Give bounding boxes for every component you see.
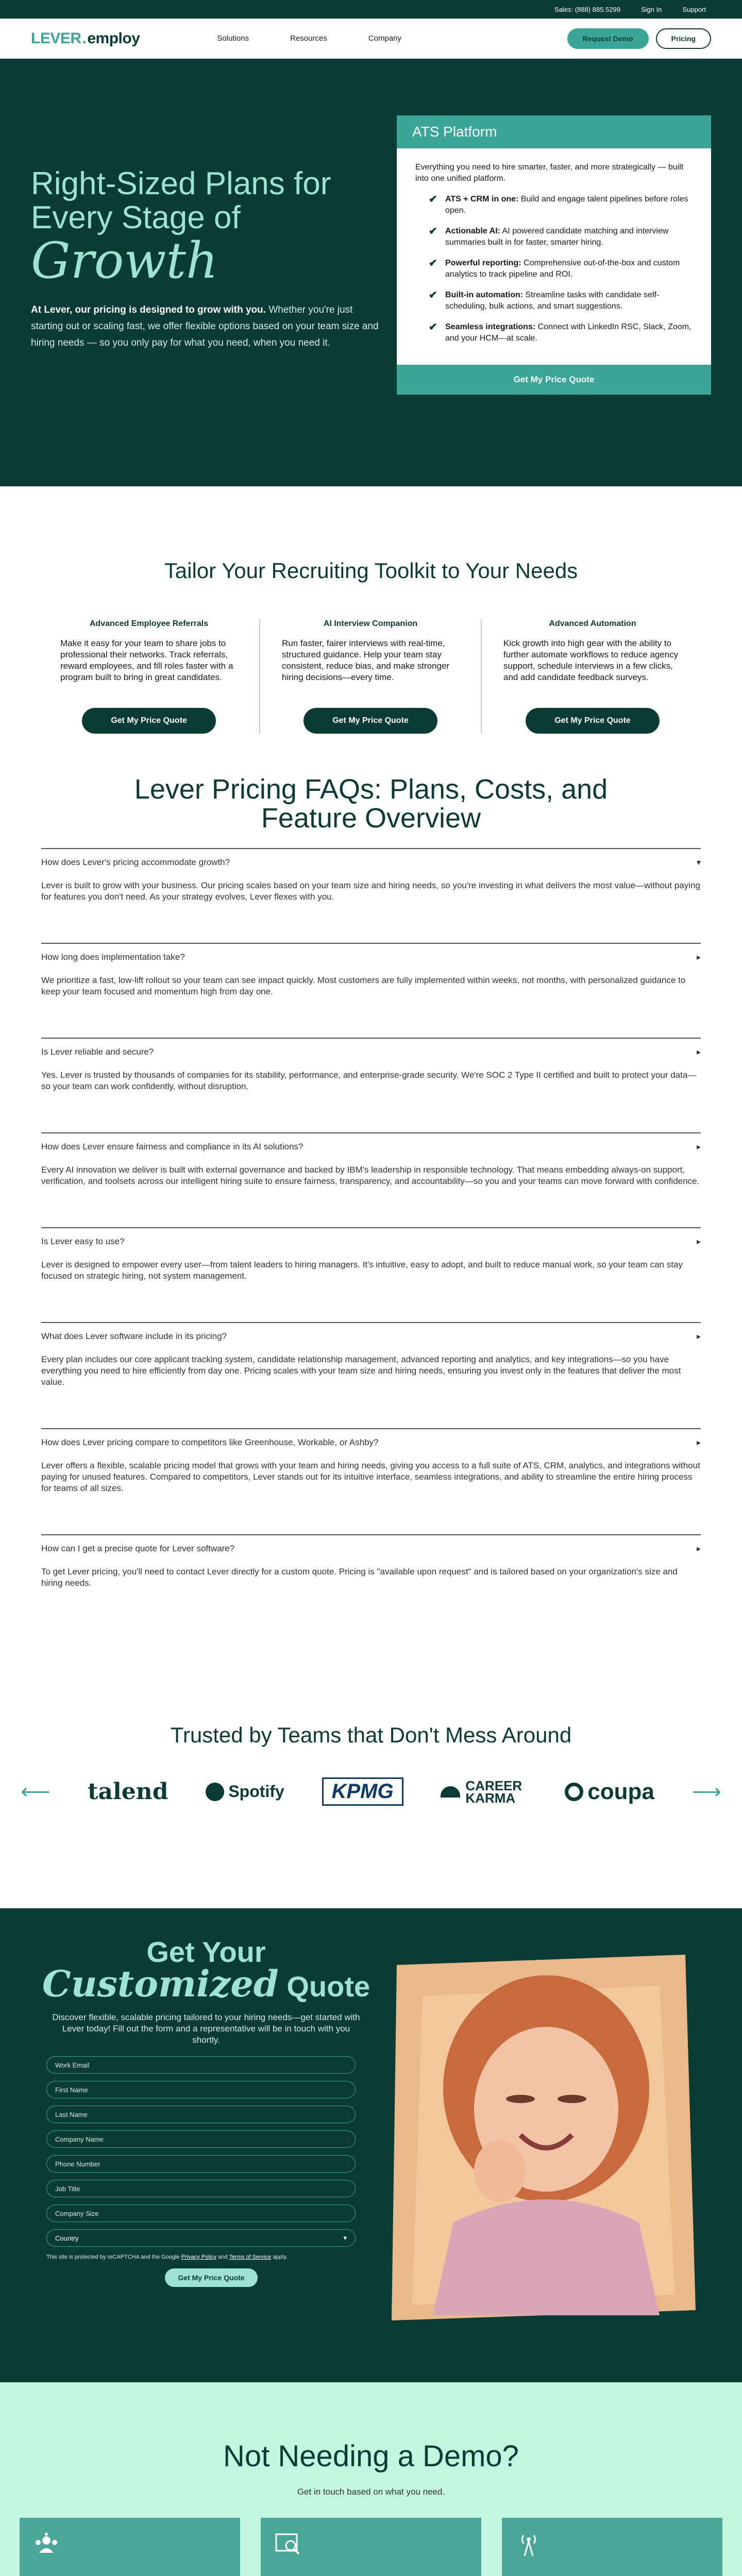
chevron-icon: ▸ — [696, 953, 701, 962]
faq-item — [41, 1132, 701, 1187]
ats-platform-card — [397, 115, 711, 395]
toolkit-col-text: Run faster, fairer interviews with real-time, structured guidance. Help your team stay consistent, reduce bias, and make stronger hiring decisions—every time. — [282, 638, 450, 682]
toolkit-col-title: Advanced Employee Referrals — [89, 619, 209, 628]
toolkit-col-title: Advanced Automation — [549, 619, 636, 628]
ats-feature-item — [415, 290, 693, 312]
general-inquiries-card — [502, 2518, 722, 2576]
price-quote-form — [41, 2056, 371, 2287]
faq-question-text: Is Lever easy to use? — [41, 1236, 125, 1246]
feature-label: Built-in automation: — [445, 291, 524, 299]
feature-label: Powerful reporting: — [445, 259, 521, 267]
utility-bar — [0, 0, 742, 19]
logo-employ-text: employ — [87, 29, 140, 47]
phone-number-field[interactable] — [46, 2155, 356, 2173]
ats-price-quote-button[interactable]: Get My Price Quote — [397, 365, 711, 395]
referrals-price-quote-button[interactable]: Get My Price Quote — [82, 708, 216, 734]
faq-question[interactable] — [41, 1437, 701, 1448]
country-select[interactable] — [46, 2229, 356, 2247]
career-karma-mark-icon — [441, 1786, 460, 1798]
toolkit-col-automation — [482, 619, 703, 734]
trusted-title: Trusted by Teams that Don't Mess Around — [170, 1723, 572, 1747]
recaptcha-text: This site is protected by reCAPTCHA and the Google — [46, 2254, 180, 2260]
hero-title — [31, 166, 381, 290]
toolkit-section — [0, 486, 742, 775]
toolkit-col-text: Make it easy for your team to share jobs to professional their networks. Track referrals, reward employees, and fill roles faster with a program built to bring in great candidates. — [60, 638, 233, 682]
spotify-circle-icon — [206, 1783, 224, 1801]
quote-title-customized: Customized — [42, 1962, 279, 2005]
career-karma-logo — [441, 1777, 527, 1806]
country-select-value: Country — [55, 2234, 79, 2242]
toolkit-col-title: AI Interview Companion — [323, 619, 418, 628]
hero-body — [31, 302, 381, 351]
faq-title: Lever Pricing FAQs: Plans, Costs, and Feature Overview — [134, 774, 608, 834]
chevron-icon: ▾ — [696, 858, 701, 867]
smiling-woman-photo — [392, 1955, 696, 2320]
faq-item — [41, 1322, 701, 1388]
coupa-logo — [565, 1779, 654, 1805]
faq-item — [41, 1428, 701, 1494]
check-icon: ✔ — [429, 194, 437, 205]
feature-label: Actionable AI: — [445, 227, 500, 235]
faq-answer: Yes. Lever is trusted by thousands of companies for its stability, performance, and enterprise-grade security. We're SOC 2 Type II certified and built to protect your data—so your team can work confidently, without disruption. — [41, 1070, 697, 1091]
chevron-icon: ▸ — [696, 1238, 701, 1246]
quote-intro: Discover flexible, scalable pricing tailored to your hiring needs—get started with Lever today! Fill out the form and a representative will be in touch with you shortly. — [52, 2012, 360, 2045]
coupa-text: coupa — [587, 1778, 654, 1804]
request-demo-button[interactable]: Request Demo — [567, 28, 649, 49]
job-support-card — [261, 2518, 481, 2576]
hero-title-accent: Growth — [31, 232, 218, 290]
feature-label: Seamless integrations: — [445, 323, 536, 331]
hero-body-bold: At Lever, our pricing is designed to grow with you. — [31, 304, 266, 315]
talend-logo: talend — [88, 1778, 168, 1805]
ats-feature-item — [415, 258, 693, 280]
check-icon: ✔ — [429, 226, 437, 237]
faq-answer: We prioritize a fast, low-lift rollout so your team can see impact quickly. Most customers are fully implemented within weeks, not months, with personalized guidance to keep your team focused and momentum high from day one. — [41, 975, 686, 996]
automation-price-quote-button[interactable]: Get My Price Quote — [526, 708, 660, 734]
check-icon: ✔ — [429, 258, 437, 269]
feature-text: Build and engage talent pipelines before roles open. — [445, 195, 688, 215]
company-name-field[interactable] — [46, 2130, 356, 2148]
ats-card-intro: Everything you need to hire smarter, faster, and more strategically — built into one unified platform. — [415, 163, 684, 183]
faq-question-text: What does Lever software include in its pricing? — [41, 1331, 227, 1341]
faq-question[interactable] — [41, 952, 701, 962]
faq-list — [41, 848, 701, 1589]
ats-feature-item — [415, 321, 693, 344]
customer-support-card — [20, 2518, 240, 2576]
company-size-field[interactable] — [46, 2205, 356, 2222]
chevron-icon: ▸ — [696, 1143, 701, 1151]
faq-question-text: How does Lever ensure fairness and compliance in its AI solutions? — [41, 1142, 303, 1151]
first-name-field[interactable] — [46, 2081, 356, 2098]
faq-item — [41, 848, 701, 903]
chevron-icon: ▸ — [696, 1438, 701, 1447]
faq-question-text: How does Lever pricing compare to competitors like Greenhouse, Workable, or Ashby? — [41, 1437, 379, 1447]
ats-card-title: ATS Platform — [397, 115, 711, 148]
job-title-field[interactable] — [46, 2180, 356, 2197]
ats-feature-item — [415, 226, 693, 248]
nav-solutions[interactable]: Solutions — [217, 34, 249, 43]
interview-price-quote-button[interactable]: Get My Price Quote — [303, 708, 437, 734]
hero-section — [0, 59, 742, 486]
faq-answer: Lever is designed to empower every user—from talent leaders to hiring managers. It's intuitive, easy to adopt, and built to reduce manual work, so your team can stay focused on strategic hiring, not system management. — [41, 1260, 683, 1281]
terms-of-service-link[interactable]: Terms of Service — [229, 2254, 272, 2260]
ats-feature-list — [415, 194, 693, 344]
spotify-logo — [206, 1782, 284, 1801]
faq-item — [41, 943, 701, 997]
chevron-icon: ▸ — [696, 1545, 701, 1553]
privacy-policy-link[interactable]: Privacy Policy — [181, 2254, 217, 2260]
recaptcha-apply: apply. — [273, 2254, 288, 2260]
feature-text: Streamline tasks with candidate self-scheduling, bulk actions, and smart suggestions. — [445, 291, 660, 311]
job-icon — [273, 2530, 302, 2559]
quote-form-section — [0, 1908, 742, 2382]
faq-answer: To get Lever pricing, you'll need to contact Lever directly for a custom quote. Pricing is "available upon request" and is tailored based on your organization's size and hiring needs. — [41, 1567, 678, 1588]
faq-answer: Every plan includes our core applicant tracking system, candidate relationship management, advanced reporting and analytics, and key integrations—so you have everything you need to hire efficiently from day one. Pricing scales with your team size and hiring needs, ensuring you invest only in the features that deliver the most value. — [41, 1354, 681, 1387]
sign-in-link[interactable]: Sign In — [640, 5, 662, 13]
faq-question-text: How does Lever's pricing accommodate growth? — [41, 857, 230, 867]
trusted-section — [0, 1707, 742, 1908]
faq-question[interactable] — [41, 857, 701, 868]
main-nav — [217, 34, 401, 43]
feature-text: Connect with LinkedIn RSC, Slack, Zoom, and your HCM—at scale. — [445, 323, 692, 343]
not-needing-demo-section — [0, 2382, 742, 2576]
quote-title-quote: Quote — [286, 1970, 370, 2003]
faq-item — [41, 1227, 701, 1282]
work-email-field[interactable] — [46, 2056, 356, 2074]
people-icon — [32, 2530, 61, 2559]
radio-tower-icon — [514, 2530, 543, 2559]
check-icon: ✔ — [429, 290, 437, 301]
faq-section — [0, 775, 742, 1707]
lever-employ-logo[interactable] — [31, 30, 140, 47]
hero-body-text: Whether you're just starting out or scaling fast, we offer flexible options based on your team size and hiring needs — so you only pay for what you need, when you need it. — [31, 304, 379, 348]
check-icon: ✔ — [429, 321, 437, 333]
arrow-left-icon[interactable]: ⟵ — [21, 1780, 50, 1803]
faq-question-text: How long does implementation take? — [41, 952, 185, 962]
toolkit-col-interview — [260, 619, 482, 734]
faq-question[interactable] — [41, 1544, 701, 1554]
hero-title-line: Right-Sized Plans for Every Stage of — [31, 166, 331, 235]
submit-quote-button[interactable]: Get My Price Quote — [165, 2268, 258, 2287]
nav-company[interactable]: Company — [368, 34, 402, 43]
nodemo-subtitle: Get in touch based on what you need. — [297, 2487, 445, 2497]
sales-phone-link[interactable]: Sales: (888) 885.5299 — [554, 5, 620, 13]
ats-feature-item — [415, 194, 693, 216]
pricing-button[interactable]: Pricing — [656, 28, 711, 49]
coupa-ring-icon — [565, 1783, 583, 1801]
kpmg-logo: KPMG — [322, 1777, 403, 1806]
nav-resources[interactable]: Resources — [290, 34, 327, 43]
faq-answer: Lever is built to grow with your business. Our pricing scales based on your team size and hiring needs, so you're investing in what delivers the most value—without paying for features you don't need. As your strategy evolves, Lever flexes with you. — [41, 880, 700, 902]
last-name-field[interactable] — [46, 2106, 356, 2123]
feature-text: Comprehensive out-of-the-box and custom analytics to track pipeline and ROI. — [445, 259, 680, 279]
logo-lever-text: LEVER — [31, 29, 81, 47]
logo-carousel — [0, 1777, 742, 1806]
faq-question[interactable] — [41, 1142, 701, 1152]
site-header — [0, 19, 742, 59]
feature-text: AI powered candidate matching and interview summaries built in for faster, smarter hiring. — [445, 227, 669, 247]
faq-question[interactable] — [41, 1236, 701, 1247]
toolkit-title: Tailor Your Recruiting Toolkit to Your Needs — [164, 558, 578, 583]
chevron-down-icon: ▾ — [343, 2234, 347, 2242]
feature-label: ATS + CRM in one: — [445, 195, 519, 204]
faq-item — [41, 1534, 701, 1589]
spotify-text: Spotify — [228, 1782, 284, 1801]
quote-title — [41, 1936, 371, 2003]
toolkit-col-referrals — [39, 619, 260, 734]
faq-question-text: Is Lever reliable and secure? — [41, 1047, 154, 1057]
faq-question-text: How can I get a precise quote for Lever software? — [41, 1544, 235, 1553]
faq-question[interactable] — [41, 1331, 701, 1342]
recaptcha-note — [46, 2254, 371, 2260]
arrow-right-icon[interactable]: ⟶ — [692, 1780, 721, 1803]
faq-answer: Every AI innovation we deliver is built with external governance and backed by IBM's leadership in responsible technology. That means embedding always-on support, verification, and toolsets across our intelligent hiring suite to ensure fairness, transparency, and accountability—so you and your teams can move forward with confidence. — [41, 1165, 700, 1186]
chevron-icon: ▸ — [696, 1048, 701, 1057]
logo-dot: . — [82, 29, 87, 47]
faq-answer: Lever offers a flexible, scalable pricing model that grows with your team and hiring needs, giving you access to a full suite of ATS, CRM, analytics, and integrations without paying for unused features. Compared to competitors, Lever stands out for its intuitive interface, seamless integrations, and ability to streamline the entire hiring process for teams of all sizes. — [41, 1461, 700, 1493]
faq-item — [41, 1038, 701, 1092]
toolkit-col-text: Kick growth into high gear with the ability to further automate workflows to reduce agency support, schedule interviews in a few clicks, and add candidate feedback surveys. — [503, 638, 679, 682]
support-link[interactable]: Support — [682, 5, 706, 13]
chevron-icon: ▸ — [696, 1332, 701, 1341]
recaptcha-and: and — [218, 2254, 228, 2260]
nodemo-title: Not Needing a Demo? — [223, 2439, 519, 2473]
career-karma-text: CAREER KARMA — [465, 1777, 522, 1806]
faq-question[interactable] — [41, 1047, 701, 1057]
quote-title-get: Get Your — [146, 1936, 266, 1968]
